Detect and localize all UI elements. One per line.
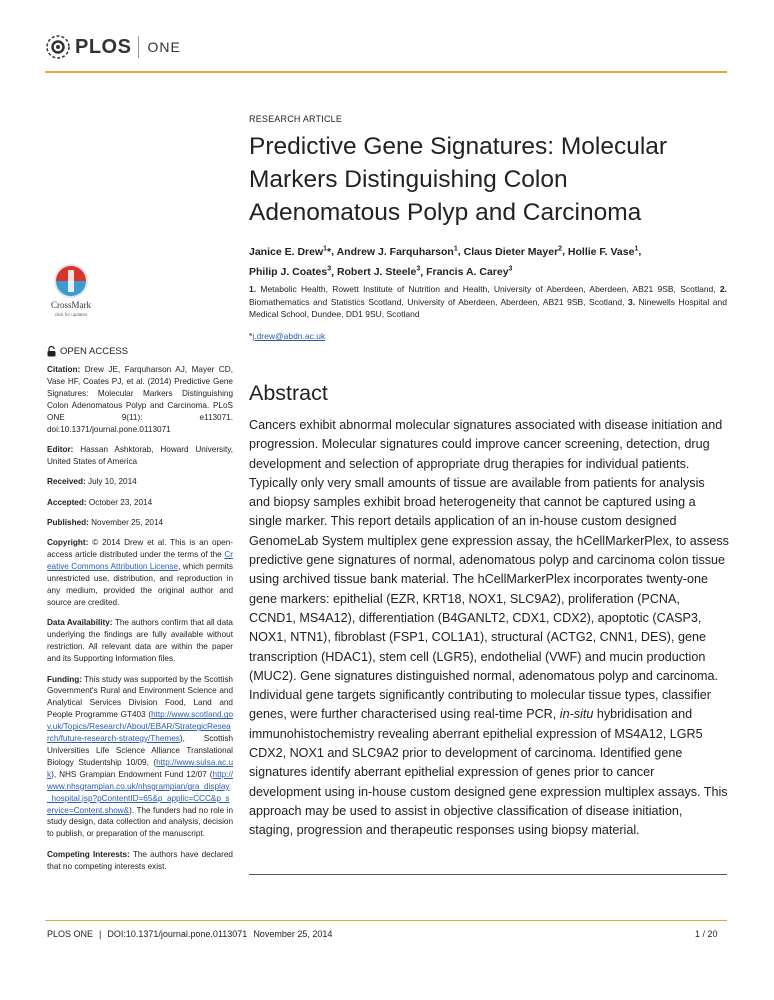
author[interactable]: Janice E. Drew$^1$* <box>249 245 332 258</box>
page-number: 1 / 20 <box>695 929 718 939</box>
copyright-block: Copyright: © 2014 Drew et al. This is an open-access article distributed under the terms of the Creative Commons Attribution License, which permits unrestricted use, distribution, and reproduction in any medium, provided the original author and source are credited. <box>47 538 233 607</box>
header-rule <box>45 71 727 73</box>
abstract-text: Cancers exhibit abnormal molecular signatures associated with disease initiation and progression. Molecular signatures could improve cancer screening, detection, drug development and selection of appropriate drug therapies for individual patients. Typically only very small amounts of tissue are available from patients for analysis and biopsy samples exhibit broad heterogeneity that cannot be captured using a single marker. This report details application of an in-house custom designed GenomeLab System multiplex gene expression assay, the hCellMarkerPlex, to assess predictive gene signatures of normal, adenomatous polyp and carcinoma colon tissue using archived tissue bank material. The hCellMarkerPlex incorporates twenty-one gene markers: epithelial (EZR, KRT18, NOX1, SLC9A2), proliferation (PCNA, CCND1, MS4A12), differentiation (B4GANLT2, CDX1, CDX2), apoptotic (CASP3, NOX1, NTN1), fibroblast (FSP1, COL1A1), structural (ACTG2, CNN1, DES), gene transcription (HDAC1), stem cell (LGR5), endothelial (VWF) and mucin production (MUC2). Gene signatures distinguished normal, adenomatous polyp and carcinoma. Individual gene targets significantly contributing to molecular tissue types, classifier genes, were further characterised using real-time PCR, in-situ hybridisation and immunohistochemistry revealing aberrant epithelial expression of MS4A12, LGR5 CDX2, NOX1 and SLC9A2 prior to development of carcinoma. Identified gene signatures identify aberrant epithelial expression of genes prior to cancer development using in-house custom designed gene expression multiplex assays. This approach may be used to assist in objective classification of disease initiation, staging, progression and therapeutic responses using biopsy material. <box>249 418 729 838</box>
citation-block: Citation: Drew JE, Farquharson AJ, Mayer CD, Vase HF, Coates PJ, et al. (2014) Predictive Gene Signatures: Molecular Markers Distinguishing Colon Adenomatous Polyp and Carcinoma. PLoS ONE 9(11): e113071. doi:10.1371/journal.pone.0113071 <box>47 365 233 434</box>
logo-divider <box>138 36 139 58</box>
footer-journal: PLOS ONE <box>47 929 94 939</box>
funding-link[interactable]: http://www.scotland.gov.uk/Topics/Research/About/EBAR/StrategicResearch/future-research-strategy/Themes <box>47 710 233 744</box>
funding-link[interactable]: http://www.nhsgrampian.co.uk/nhsgrampian/gra_display_hospital.jsp?pContentID=65&p_applic=CCC&p_service=Content.show& <box>47 769 233 815</box>
open-lock-icon <box>47 346 56 357</box>
plos-one-logo[interactable] <box>45 33 181 61</box>
footer-doi: DOI:10.1371/journal.pone.0113071 <box>107 929 248 939</box>
logo-plos-text: PLOS <box>75 35 132 58</box>
license-link[interactable]: Creative Commons Attribution License <box>47 550 233 572</box>
open-access-badge <box>47 346 128 357</box>
funding-block: Funding: This study was supported by the Scottish Government's Rural and Environment Science and Analytical Services Division Food, Land and People Programme GT403 (http://www.scotland.gov.uk/Topics/Research/About/EBAR/StrategicResearch/future-research-strategy/Themes), Scottish Universities Life Science Alliance Translational Biology Studentship 10/09, (http://www.sulsa.ac.uk), NHS Grampian Endowment Fund 12/07 (http://www.nhsgrampian.co.uk/nhsgrampian/gra_display_hospital.jsp?pContentID=65&p_applic=CCC&p_service=Content.show&). The funders had no role in study design, data collection and analysis, decision to publish, or preparation of the manuscript. <box>47 674 233 839</box>
footer-citation <box>47 929 338 939</box>
footer-rule <box>45 920 727 921</box>
abstract-heading: Abstract <box>249 381 328 405</box>
crossmark-badge[interactable] <box>40 258 102 322</box>
affiliations: 1. Metabolic Health, Rowett Institute of Nutrition and Health, University of Aberdeen, Aberdeen, AB21 9SB, Scotland, 2. Biomathematics and Statistics Scotland, University of Aberdeen, Aberdeen, AB21 9SB, Scotland, 3. Ninewells Hospital and Medical School, Dundee, DD1 9SU, Scotland <box>249 284 727 320</box>
competing-interests-block: Competing Interests: The authors have declared that no competing interests exist. <box>47 849 233 871</box>
accepted-block: Accepted: October 23, 2014 <box>47 497 153 507</box>
author[interactable]: Philip J. Coates$^3$ <box>249 265 332 278</box>
editor-block: Editor: Hassan Ashktorab, Howard University, United States of America <box>47 444 234 466</box>
crossmark-sublabel: click for updates <box>54 312 88 317</box>
plos-logo-icon <box>45 34 71 60</box>
author[interactable]: Francis A. Carey$^3$ <box>426 265 513 278</box>
article-info-sidebar <box>47 364 233 881</box>
logo-one-text: ONE <box>147 39 181 55</box>
corresponding-author: *j.drew@abdn.ac.uk <box>249 331 326 341</box>
author[interactable]: Hollie F. Vase$^1$ <box>567 245 639 258</box>
author-list: Janice E. Drew$^1$*, Andrew J. Farquharson$^1$, Claus Dieter Mayer$^2$, Hollie F. Vase$^1$, Philip J. Coates$^3$, Robert J. Steele$^3$, Francis A. Carey$^3$ <box>249 245 642 278</box>
funding-link[interactable]: http://www.sulsa.ac.uk <box>47 757 233 779</box>
author[interactable]: Claus Dieter Mayer$^2$ <box>463 245 563 258</box>
received-block: Received: July 10, 2014 <box>47 477 137 487</box>
corresponding-email-link[interactable]: j.drew@abdn.ac.uk <box>252 331 326 341</box>
article-title: Predictive Gene Signatures: Molecular Markers Distinguishing Colon Adenomatous Polyp and Carcinoma <box>249 133 668 226</box>
footer-separator: | <box>99 929 102 939</box>
article-type: RESEARCH ARTICLE <box>249 114 343 124</box>
abstract-divider <box>249 874 727 875</box>
author[interactable]: Andrew J. Farquharson$^1$ <box>336 245 458 258</box>
crossmark-icon <box>40 258 102 322</box>
published-block: Published: November 25, 2014 <box>47 518 164 528</box>
crossmark-label: CrossMark <box>51 300 91 310</box>
data-availability-block: Data Availability: The authors confirm that all data underlying the findings are fully available without restriction. All relevant data are within the paper and its Supporting Information files. <box>47 618 233 664</box>
open-access-label: OPEN ACCESS <box>60 346 129 357</box>
footer-date: November 25, 2014 <box>253 929 333 939</box>
author[interactable]: Robert J. Steele$^3$ <box>336 265 421 278</box>
